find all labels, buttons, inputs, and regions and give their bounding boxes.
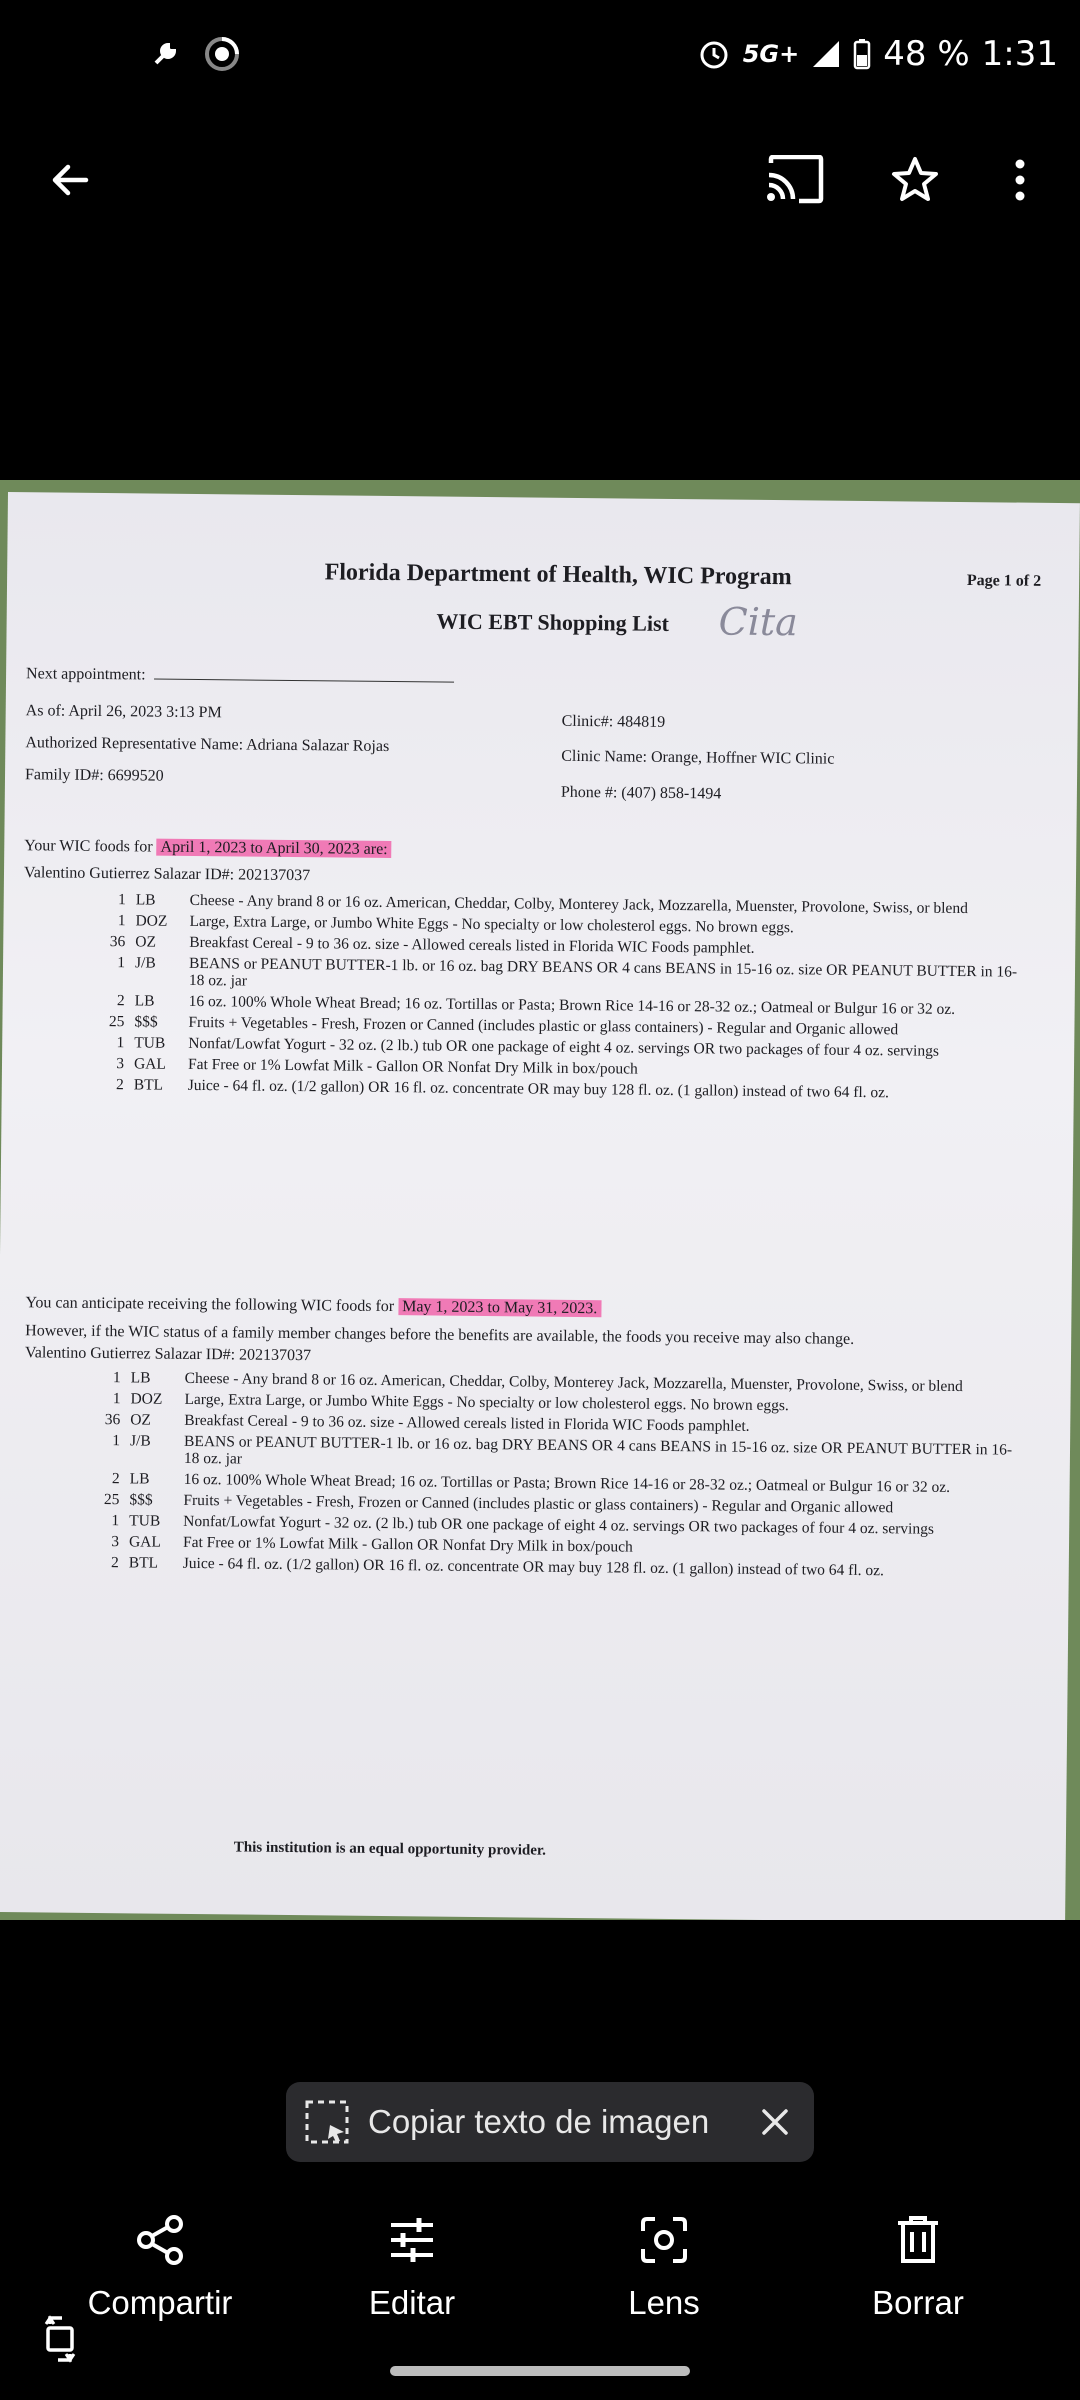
food-item-quantity: 36 [109, 933, 126, 951]
section1-member: Valentino Gutierrez Salazar ID#: 202137037 [23, 864, 311, 885]
food-item-quantity: 36 [104, 1411, 121, 1429]
food-item-unit: GAL [128, 1533, 161, 1551]
food-item-quantity: 3 [116, 1055, 125, 1073]
alarm-icon [697, 37, 731, 71]
food-item-row [103, 954, 1023, 998]
section1-period: April 1, 2023 to April 30, 2023 are: [157, 839, 392, 858]
gesture-nav-handle[interactable] [390, 2366, 690, 2376]
food-item-quantity: 2 [116, 992, 125, 1010]
food-item-unit: GAL [133, 1055, 166, 1073]
food-item-description: Nonfat/Lowfat Yogurt - 32 oz. (2 lb.) tub OR one package of eight 4 oz. servings OR two packages of four 4 oz. servings [183, 1512, 935, 1538]
close-icon [760, 2107, 790, 2137]
back-button[interactable] [30, 140, 110, 220]
viewer-app-bar [0, 140, 1080, 230]
food-item-description: Cheese - Any brand 8 or 16 oz. American, Cheddar, Colby, Monterey Jack, Mozzarella, Muenster, Provolone, Swiss, or blend [184, 1369, 963, 1396]
clinic-number: Clinic#: 484819 [561, 712, 666, 731]
food-item-quantity: 1 [112, 1390, 121, 1408]
share-icon [134, 2214, 186, 2266]
food-item-unit: BTL [133, 1076, 164, 1094]
food-item-description: Juice - 64 fl. oz. (1/2 gallon) OR 16 fl. oz. concentrate OR may buy 128 fl. oz. (1 gallon) instead of two 64 fl. oz. [182, 1554, 885, 1580]
food-item-description: 16 oz. 100% Whole Wheat Bread; 16 oz. Tortillas or Pasta; Brown Rice 14-16 or 28-32 oz.; Oatmeal or Bulgur 16 or 32 oz. [188, 992, 956, 1018]
food-item-quantity: 2 [111, 1470, 120, 1488]
food-item-unit: LB [129, 1470, 150, 1488]
document-subtitle: WIC EBT Shopping List [436, 608, 670, 636]
food-item-description: Cheese - Any brand 8 or 16 oz. American, Cheddar, Colby, Monterey Jack, Mozzarella, Muenster, Provolone, Swiss, or blend [189, 891, 968, 918]
food-item-row [98, 1432, 1018, 1476]
edit-label: Editar [368, 2284, 456, 2321]
food-item-unit: J/B [134, 954, 156, 972]
food-item-quantity: 1 [111, 1512, 120, 1530]
handwritten-note: Cita [718, 599, 799, 645]
battery-icon [853, 38, 871, 70]
battery-level: 48 % [883, 34, 970, 74]
cast-icon [765, 155, 825, 205]
food-item-unit: OZ [135, 933, 157, 951]
food-item-description: Fat Free or 1% Lowfat Milk - Gallon OR Nonfat Dry Milk in box/pouch [182, 1533, 633, 1556]
food-item-description: BEANS or PEANUT BUTTER-1 lb. or 16 oz. bag DRY BEANS OR 4 cans BEANS in 15-16 oz. size OR PEANUT BUTTER in 16-18 oz. jar [188, 954, 1018, 990]
food-item-description: Breakfast Cereal - 9 to 36 oz. size - Allowed cereals listed in Florida WIC Foods pamphlet. [184, 1411, 750, 1435]
next-appointment: Next appointment: [26, 664, 454, 687]
food-item-description: Breakfast Cereal - 9 to 36 oz. size - Allowed cereals listed in Florida WIC Foods pamphlet. [189, 933, 755, 957]
delete-label: Borrar [872, 2284, 964, 2321]
section2-period: May 1, 2023 to May 31, 2023. [398, 1298, 601, 1317]
food-item-unit: LB [135, 891, 156, 909]
lens-icon [639, 2215, 689, 2265]
food-item-quantity: 1 [112, 1432, 121, 1450]
page-number: Page 1 of 2 [966, 572, 1042, 590]
food-item-quantity: 25 [108, 1013, 125, 1031]
network-type: 5G+ [742, 40, 800, 68]
food-item-unit: LB [130, 1369, 151, 1387]
food-item-quantity: 2 [115, 1076, 124, 1094]
lens-button[interactable] [564, 2210, 764, 2322]
food-item-description: Fat Free or 1% Lowfat Milk - Gallon OR Nonfat Dry Milk in box/pouch [187, 1055, 638, 1078]
food-item-description: 16 oz. 100% Whole Wheat Bread; 16 oz. Tortillas or Pasta; Brown Rice 14-16 or 28-32 oz.; Oatmeal or Bulgur 16 or 32 oz. [183, 1470, 951, 1496]
close-chip-button[interactable] [750, 2097, 800, 2147]
clinic-name: Clinic Name: Orange, Hoffner WIC Clinic [561, 747, 835, 768]
food-item-unit: DOZ [130, 1390, 163, 1408]
section2-note: However, if the WIC status of a family member changes before the benefits are available, the foods you receive may also change. [25, 1322, 855, 1348]
copy-text-chip[interactable] [286, 2082, 814, 2162]
food-item-unit: LB [134, 992, 155, 1010]
wrench-icon [150, 39, 180, 69]
food-item-quantity: 1 [117, 912, 126, 930]
rotate-screen-icon[interactable] [42, 2314, 78, 2364]
section2-food-list [97, 1369, 1019, 1585]
section1-food-list [102, 891, 1024, 1107]
food-item-description: Fruits + Vegetables - Fresh, Frozen or Canned (includes plastic or glass containers) - Regular and Organic allowed [183, 1491, 894, 1517]
section1-intro: Your WIC foods for April 1, 2023 to April 30, 2023 are: [24, 837, 392, 859]
edit-button[interactable] [312, 2210, 512, 2322]
food-item-unit: BTL [128, 1554, 159, 1572]
status-bar [0, 0, 1080, 115]
cast-button[interactable] [755, 140, 835, 220]
share-button[interactable] [60, 2210, 260, 2322]
document-title: Florida Department of Health, WIC Program [324, 559, 792, 591]
document-page [0, 492, 1080, 1920]
as-of-date: As of: April 26, 2023 3:13 PM [25, 702, 222, 722]
family-id: Family ID#: 6699520 [24, 766, 164, 785]
bottom-action-bar [0, 2210, 1080, 2340]
share-label: Compartir [87, 2284, 233, 2321]
food-item-unit: TUB [134, 1034, 166, 1052]
food-item-quantity: 3 [111, 1533, 120, 1551]
delete-button[interactable] [818, 2210, 1018, 2322]
favorite-button[interactable] [875, 140, 955, 220]
trash-icon [896, 2215, 940, 2265]
arrow-back-icon [46, 156, 94, 204]
clock: 1:31 [981, 34, 1058, 74]
food-item-unit: J/B [129, 1432, 151, 1450]
food-item-unit: DOZ [135, 912, 168, 930]
sliders-icon [387, 2215, 437, 2265]
food-item-quantity: 1 [117, 954, 126, 972]
food-item-quantity: 25 [103, 1491, 120, 1509]
star-outline-icon [890, 155, 940, 205]
lens-label: Lens [628, 2284, 700, 2321]
more-vert-icon [1010, 156, 1030, 204]
food-item-unit: TUB [129, 1512, 161, 1530]
food-item-description: Large, Extra Large, or Jumbo White Eggs - No specialty or low cholesterol eggs. No brown eggs. [189, 912, 794, 937]
section2-intro: You can anticipate receiving the following WIC foods for May 1, 2023 to May 31, 2023. [25, 1294, 601, 1318]
authorized-rep: Authorized Representative Name: Adriana Salazar Rojas [25, 734, 390, 756]
food-item-quantity: 2 [110, 1554, 119, 1572]
section2-member: Valentino Gutierrez Salazar ID#: 202137037 [24, 1344, 312, 1365]
food-item-quantity: 1 [116, 1034, 125, 1052]
food-item-unit: $$$ [134, 1013, 158, 1031]
clinic-phone: Phone #: (407) 858-1494 [560, 783, 722, 803]
equal-opportunity-note: This institution is an equal opportunity provider. [233, 1839, 547, 1859]
food-item-description: BEANS or PEANUT BUTTER-1 lb. or 16 oz. bag DRY BEANS OR 4 cans BEANS in 15-16 oz. size OR PEANUT BUTTER in 16-18 oz. jar [183, 1432, 1013, 1468]
signal-icon [811, 39, 841, 69]
food-item-quantity: 1 [117, 891, 126, 909]
copy-text-label: Copiar texto de imagen [368, 2103, 710, 2140]
food-item-unit: OZ [130, 1411, 152, 1429]
food-item-description: Juice - 64 fl. oz. (1/2 gallon) OR 16 fl. oz. concentrate OR may buy 128 fl. oz. (1 gallon) instead of two 64 fl. oz. [187, 1076, 890, 1102]
food-item-description: Nonfat/Lowfat Yogurt - 32 oz. (2 lb.) tub OR one package of eight 4 oz. servings OR two packages of four 4 oz. servings [188, 1034, 940, 1060]
loading-ring-icon [202, 34, 242, 74]
food-item-quantity: 1 [112, 1369, 121, 1387]
food-item-description: Fruits + Vegetables - Fresh, Frozen or Canned (includes plastic or glass containers) - Regular and Organic allowed [188, 1013, 899, 1039]
food-item-unit: $$$ [129, 1491, 153, 1509]
more-options-button[interactable] [980, 140, 1060, 220]
text-select-icon [302, 2097, 352, 2147]
photo[interactable] [0, 480, 1080, 1920]
food-item-description: Large, Extra Large, or Jumbo White Eggs - No specialty or low cholesterol eggs. No brown eggs. [184, 1390, 789, 1415]
